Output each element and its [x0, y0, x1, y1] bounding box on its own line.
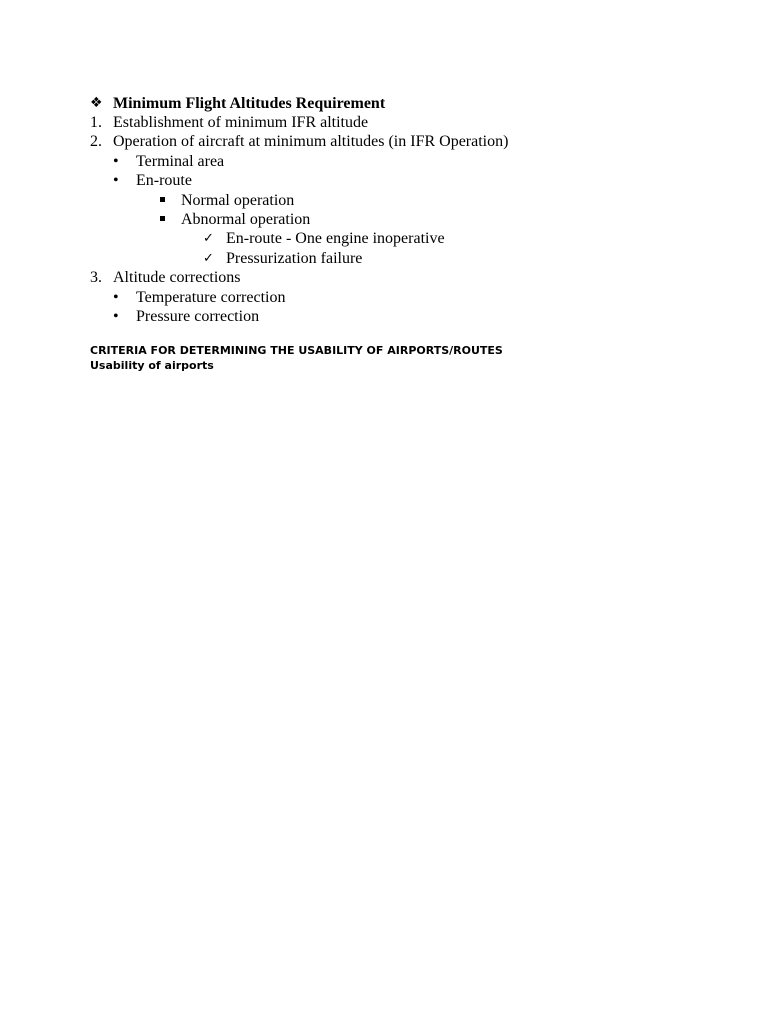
checkmark-icon: ✓: [203, 251, 214, 266]
bullet-dot-icon: •: [113, 153, 119, 170]
section-subheading: Usability of airports: [90, 359, 214, 372]
sub-item-text: Temperature correction: [136, 289, 286, 306]
sub-item-text: En-route: [136, 172, 192, 189]
list-item-1-text: Establishment of minimum IFR altitude: [113, 114, 369, 131]
heading-title: Minimum Flight Altitudes Requirement: [113, 95, 386, 112]
four-diamond-bullet-icon: ❖: [90, 95, 103, 111]
section-heading: CRITERIA FOR DETERMINING THE USABILITY OF AIRPORTS/ROUTES: [90, 344, 503, 357]
checkmark-icon: ✓: [203, 231, 214, 246]
bullet-dot-icon: •: [113, 308, 119, 325]
sub-item-text: Pressure correction: [136, 308, 260, 325]
list-item-2-text: Operation of aircraft at minimum altitudes (in IFR Operation): [113, 133, 509, 150]
list-number-2: 2.: [90, 133, 102, 150]
sub-sub-item-text: Abnormal operation: [181, 211, 311, 228]
list-number-3: 3.: [90, 269, 102, 286]
square-bullet-icon: [160, 210, 165, 230]
check-item-text: Pressurization failure: [226, 250, 363, 267]
sub-item-text: Terminal area: [136, 153, 225, 170]
bullet-dot-icon: •: [113, 172, 119, 189]
square-bullet-icon: [160, 191, 165, 211]
list-number-1: 1.: [90, 114, 102, 131]
list-item-3-text: Altitude corrections: [113, 269, 241, 286]
bullet-dot-icon: •: [113, 289, 119, 306]
check-item-text: En-route - One engine inoperative: [226, 230, 445, 247]
sub-sub-item-text: Normal operation: [181, 192, 295, 209]
